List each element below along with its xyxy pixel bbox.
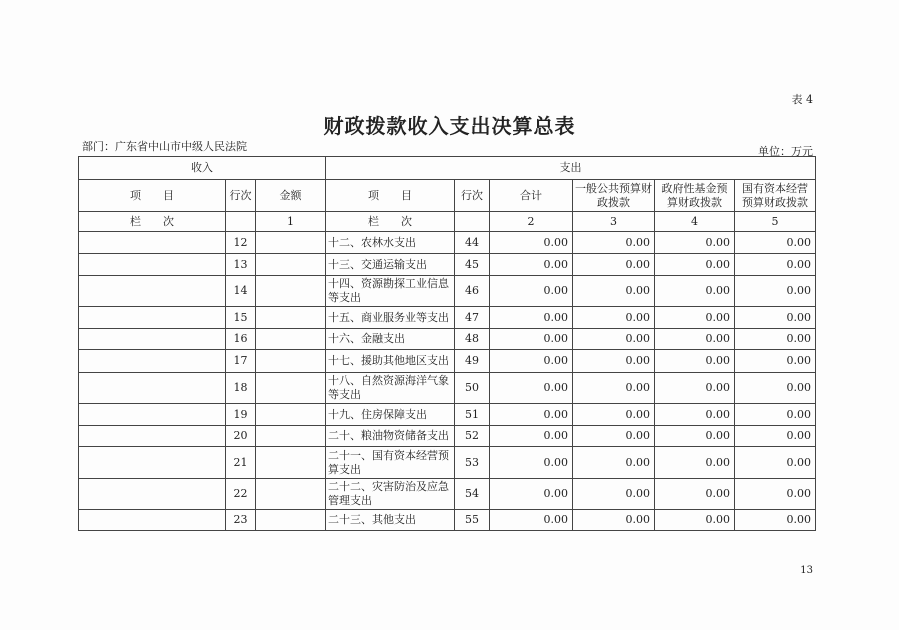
general-budget-cell: 0.00 [573, 307, 655, 329]
state-capital-cell: 0.00 [735, 254, 816, 276]
column-number-row [79, 212, 816, 232]
amount-cell [256, 447, 326, 479]
gov-fund-cell: 0.00 [655, 329, 735, 350]
income-line-cell: 20 [226, 426, 256, 447]
total-cell: 0.00 [490, 254, 573, 276]
income-item-cell [79, 373, 226, 404]
expense-item-cell: 十七、援助其他地区支出 [326, 350, 455, 373]
gov-fund-cell: 0.00 [655, 479, 735, 510]
income-line-header: 行次 [226, 180, 256, 212]
amount-cell [256, 350, 326, 373]
expense-item-cell: 十四、资源勘探工业信息等支出 [326, 276, 455, 307]
income-line-cell: 13 [226, 254, 256, 276]
general-budget-cell: 0.00 [573, 232, 655, 254]
amount-cell [256, 373, 326, 404]
income-item-cell [79, 426, 226, 447]
expense-item-cell: 十二、农林水支出 [326, 232, 455, 254]
amount-cell [256, 426, 326, 447]
income-line-cell: 15 [226, 307, 256, 329]
expense-line-cell: 50 [455, 373, 490, 404]
income-line-cell: 19 [226, 404, 256, 426]
expense-line-cell: 53 [455, 447, 490, 479]
income-line-cell: 16 [226, 329, 256, 350]
expense-item-cell: 二十一、国有资本经营预算支出 [326, 447, 455, 479]
total-cell: 0.00 [490, 510, 573, 531]
table-row [79, 307, 816, 329]
income-header: 收入 [79, 157, 326, 180]
expense-item-cell: 十九、住房保障支出 [326, 404, 455, 426]
unit-label: 单位：万元 [758, 145, 813, 158]
income-line-cell: 22 [226, 479, 256, 510]
total-cell: 0.00 [490, 276, 573, 307]
total-cell: 0.00 [490, 479, 573, 510]
state-capital-cell: 0.00 [735, 232, 816, 254]
column-header-row [79, 180, 816, 212]
income-item-cell [79, 276, 226, 307]
state-capital-cell: 0.00 [735, 404, 816, 426]
state-capital-header: 国有资本经营预算财政拨款 [735, 180, 816, 212]
expense-line-cell: 55 [455, 510, 490, 531]
table-row [79, 350, 816, 373]
income-item-cell [79, 350, 226, 373]
income-column-number: 1 [256, 212, 326, 232]
department-label: 部门：广东省中山市中级人民法院 [82, 140, 247, 153]
amount-cell [256, 479, 326, 510]
total-cell: 0.00 [490, 329, 573, 350]
state-capital-cell: 0.00 [735, 447, 816, 479]
state-capital-cell: 0.00 [735, 373, 816, 404]
table-row [79, 404, 816, 426]
income-item-cell [79, 254, 226, 276]
total-cell: 0.00 [490, 350, 573, 373]
page-number: 13 [800, 565, 813, 576]
state-capital-cell: 0.00 [735, 276, 816, 307]
gov-fund-cell: 0.00 [655, 232, 735, 254]
expense-item-cell: 十八、自然资源海洋气象等支出 [326, 373, 455, 404]
amount-cell [256, 276, 326, 307]
expense-item-cell: 十六、金融支出 [326, 329, 455, 350]
expense-line-cell: 54 [455, 479, 490, 510]
expense-item-header: 项 目 [326, 180, 455, 212]
empty-cell [226, 212, 256, 232]
gov-fund-cell: 0.00 [655, 276, 735, 307]
expense-line-cell: 48 [455, 329, 490, 350]
expense-line-header: 行次 [455, 180, 490, 212]
amount-cell [256, 254, 326, 276]
general-budget-cell: 0.00 [573, 350, 655, 373]
income-item-header: 项 目 [79, 180, 226, 212]
table-row [79, 373, 816, 404]
total-cell: 0.00 [490, 307, 573, 329]
expense-item-cell: 二十、粮油物资储备支出 [326, 426, 455, 447]
income-line-cell: 18 [226, 373, 256, 404]
budget-table [78, 156, 816, 531]
income-item-cell [79, 232, 226, 254]
table-row [79, 426, 816, 447]
amount-cell [256, 329, 326, 350]
income-item-cell [79, 307, 226, 329]
amount-cell [256, 404, 326, 426]
expense-line-cell: 51 [455, 404, 490, 426]
amount-header: 金额 [256, 180, 326, 212]
general-budget-cell: 0.00 [573, 426, 655, 447]
total-header: 合计 [490, 180, 573, 212]
gov-fund-cell: 0.00 [655, 510, 735, 531]
expense-item-cell: 二十三、其他支出 [326, 510, 455, 531]
general-budget-cell: 0.00 [573, 276, 655, 307]
gov-fund-header: 政府性基金预算财政拨款 [655, 180, 735, 212]
expense-line-cell: 49 [455, 350, 490, 373]
general-budget-cell: 0.00 [573, 510, 655, 531]
general-budget-cell: 0.00 [573, 404, 655, 426]
income-column-label: 栏 次 [79, 212, 226, 232]
table-row [79, 510, 816, 531]
expense-item-cell: 十三、交通运输支出 [326, 254, 455, 276]
state-capital-cell: 0.00 [735, 350, 816, 373]
gov-fund-cell: 0.00 [655, 447, 735, 479]
state-capital-cell: 0.00 [735, 329, 816, 350]
total-cell: 0.00 [490, 426, 573, 447]
expense-item-cell: 十五、商业服务业等支出 [326, 307, 455, 329]
gov-fund-cell: 0.00 [655, 373, 735, 404]
expense-line-cell: 46 [455, 276, 490, 307]
income-item-cell [79, 329, 226, 350]
expense-header: 支出 [326, 157, 816, 180]
table-row [79, 329, 816, 350]
income-line-cell: 23 [226, 510, 256, 531]
expense-line-cell: 45 [455, 254, 490, 276]
income-item-cell [79, 510, 226, 531]
general-budget-cell: 0.00 [573, 373, 655, 404]
total-cell: 0.00 [490, 447, 573, 479]
general-budget-cell: 0.00 [573, 329, 655, 350]
expense-line-cell: 47 [455, 307, 490, 329]
state-capital-cell: 0.00 [735, 307, 816, 329]
income-item-cell [79, 479, 226, 510]
state-capital-cell: 0.00 [735, 510, 816, 531]
table-row [79, 447, 816, 479]
expense-column-label: 栏 次 [326, 212, 455, 232]
state-capital-cell: 0.00 [735, 426, 816, 447]
gov-fund-cell: 0.00 [655, 426, 735, 447]
amount-cell [256, 307, 326, 329]
state-column-number: 5 [735, 212, 816, 232]
gov-fund-cell: 0.00 [655, 307, 735, 329]
income-line-cell: 12 [226, 232, 256, 254]
income-line-cell: 21 [226, 447, 256, 479]
total-cell: 0.00 [490, 404, 573, 426]
general-column-number: 3 [573, 212, 655, 232]
amount-cell [256, 510, 326, 531]
gov-fund-cell: 0.00 [655, 350, 735, 373]
amount-cell [256, 232, 326, 254]
total-column-number: 2 [490, 212, 573, 232]
general-budget-cell: 0.00 [573, 254, 655, 276]
income-line-cell: 14 [226, 276, 256, 307]
income-item-cell [79, 447, 226, 479]
fund-column-number: 4 [655, 212, 735, 232]
table-row [79, 232, 816, 254]
expense-line-cell: 44 [455, 232, 490, 254]
total-cell: 0.00 [490, 373, 573, 404]
table-row [79, 479, 816, 510]
income-item-cell [79, 404, 226, 426]
income-line-cell: 17 [226, 350, 256, 373]
gov-fund-cell: 0.00 [655, 404, 735, 426]
total-cell: 0.00 [490, 232, 573, 254]
empty-cell [455, 212, 490, 232]
table-row [79, 276, 816, 307]
group-header-row [79, 157, 816, 180]
state-capital-cell: 0.00 [735, 479, 816, 510]
table-tag: 表 4 [791, 93, 813, 106]
expense-line-cell: 52 [455, 426, 490, 447]
page-title: 财政拨款收入支出决算总表 [323, 114, 576, 138]
general-budget-cell: 0.00 [573, 447, 655, 479]
table-row [79, 254, 816, 276]
expense-item-cell: 二十二、灾害防治及应急管理支出 [326, 479, 455, 510]
gov-fund-cell: 0.00 [655, 254, 735, 276]
general-budget-cell: 0.00 [573, 479, 655, 510]
general-budget-header: 一般公共预算财政拨款 [573, 180, 655, 212]
